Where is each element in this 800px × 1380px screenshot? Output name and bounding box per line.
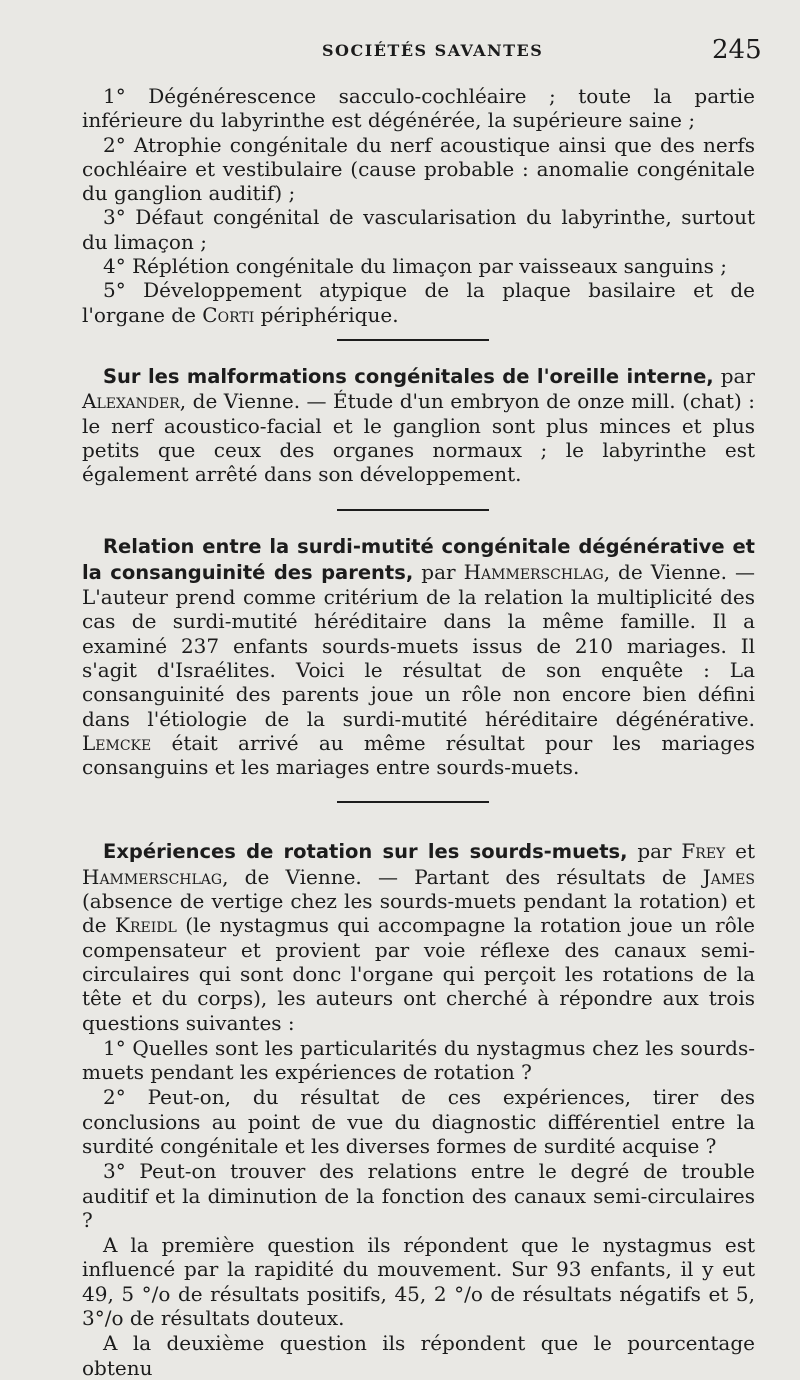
abstract-rotation [82,839,755,1034]
running-title: SOCIÉTÉS SAVANTES [322,41,544,60]
by-word: par [421,559,456,584]
cited-name: James [702,864,755,889]
list-item: 4° Réplétion congénitale du limaçon par vaisseaux sanguins ; [103,254,727,279]
section-divider [337,801,489,803]
and-word: et [735,839,755,864]
list-item [82,278,755,327]
abstract-text: , de Vienne. — Partant des résultats de [222,864,687,889]
section-divider [337,339,489,341]
page-body [82,84,755,1380]
section-heading: Relation entre la surdi-mutité congénitale dégénérative et la consanguinité des parents, [82,535,755,584]
author-name: Corti [202,302,255,327]
item-text: périphérique. [260,302,399,327]
by-word: par [637,839,672,864]
list-item: 2° Atrophie congénitale du nerf acoustique ainsi que des nerfs cochléaire et vestibulaire (cause probable : anomalie congénitale du ganglion auditif) ; [82,132,755,206]
abstract-text: était arrivé au même résultat pour les mariages consanguins et les mariages entre sourds-muets. [82,730,756,780]
page-header [0,35,800,69]
section-heading: Sur les malformations congénitales de l'oreille interne, [103,364,714,388]
abstract-hammerschlag [82,534,755,779]
abstract-text: , de Vienne. — Étude d'un embryon de onze mill. (chat) : le nerf acoustico-facial et le ganglion sont plus minces et plus petits que ceux des organes normaux ; le labyrinthe est également arrêté dans son développement. [82,389,755,487]
author-name: Frey [681,839,726,864]
item-text: 5° Développement atypique de la plaque basilaire et de l'organe de [82,278,755,327]
cited-name: Kreidl [115,913,177,938]
list-item: 3° Défaut congénital de vascularisation du labyrinthe, surtout du limaçon ; [82,205,755,254]
abstract-text: (absence de vertige chez les sourds-muets pendant la rotation) et de [82,889,755,938]
by-word: par [720,363,755,388]
page-number: 245 [712,35,762,65]
answer-paragraph: A la première question ils répondent que le nystagmus est influencé par la rapidité du mouvement. Sur 93 enfants, il y eut 49, 5 °/o de résultats positifs, 45, 2 °/o de résultats négatifs et 5, 3°/o de résultats douteux. [82,1233,755,1331]
author-name: Lemcke [82,730,152,755]
author-name: Hammerschlag [82,864,223,889]
author-name: Hammerschlag [463,559,604,584]
question-item: 1° Quelles sont les particularités du nystagmus chez les sourds-muets pendant les expériences de rotation ? [82,1035,755,1085]
abstract-alexander [82,364,755,486]
section-divider [337,509,489,511]
abstract-text: , de Vienne. — L'auteur prend comme critérium de la relation la multiplicité des cas de surdi-mutité héréditaire dans la même famille. Il a examiné 237 enfants sourds-muets issus de 210 mariages. Il s'agit d'Israélites. Voici le résultat de son enquête : La consanguinité des parents joue un rôle non encore bien défini dans l'étiologie de la surdi-mutité héréditaire dégénérative. [82,559,755,731]
question-item: 3° Peut-on trouver des relations entre le degré de trouble auditif et la diminution de la fonction des canaux semi-circulaires ? [82,1159,755,1232]
list-item: 1° Dégénérescence sacculo-cochléaire ; toute la partie inférieure du labyrinthe est dégénérée, la supérieure saine ; [82,84,755,133]
answer-paragraph: A la deuxième question ils répondent que le pourcentage obtenu [82,1331,755,1380]
author-name: Alexander [82,389,180,414]
section-heading: Expériences de rotation sur les sourds-muets, [103,840,628,864]
abstract-text: (le nystagmus qui accompagne la rotation joue un rôle compensateur et provient par voie réflexe des canaux semi-circulaires qui sont donc l'organe qui perçoit les rotations de la tête et du corps), les auteurs ont cherché à répondre aux trois questions suivantes : [82,913,756,1035]
question-item: 2° Peut-on, du résultat de ces expériences, tirer des conclusions au point de vue du diagnostic différentiel entre la surdité congénitale et les diverses formes de surdité acquise ? [82,1085,755,1158]
